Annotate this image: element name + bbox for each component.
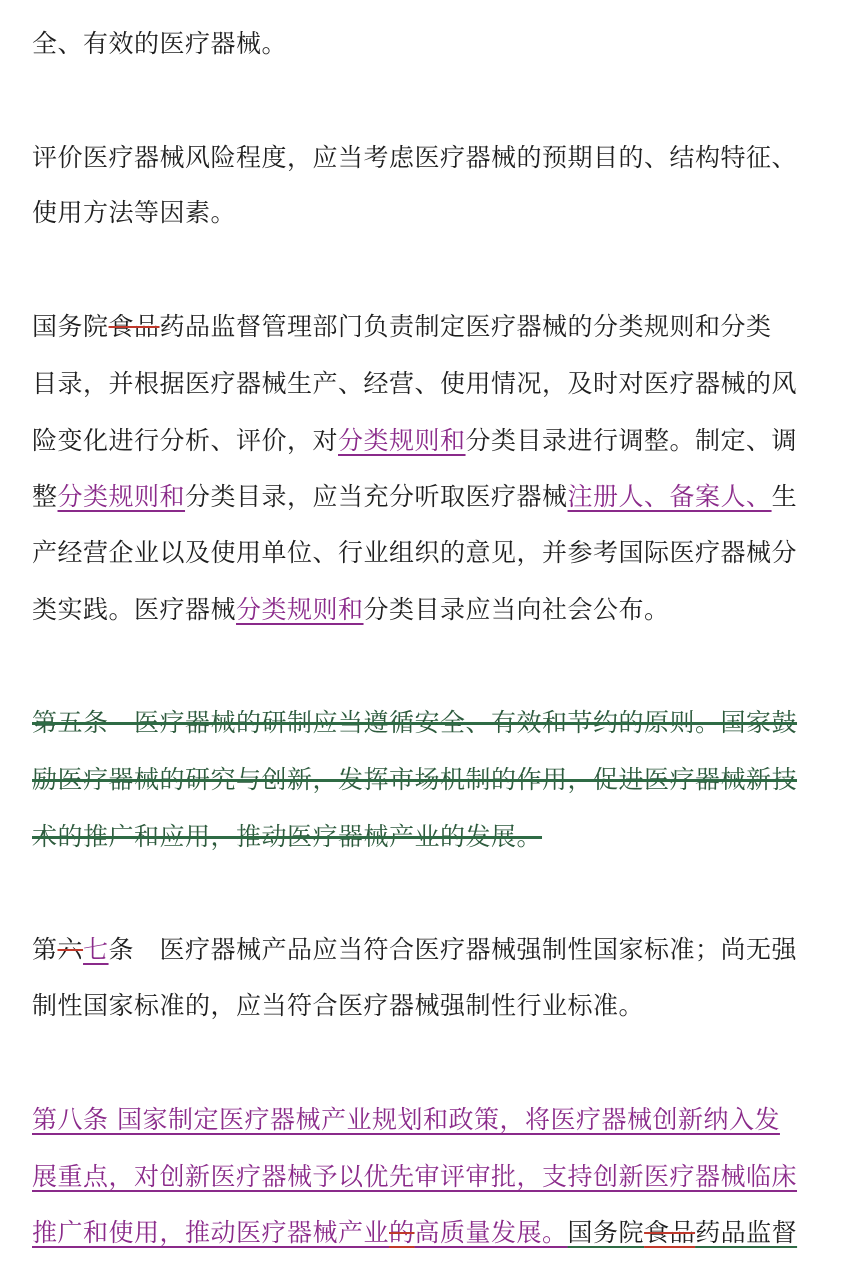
text-run: 分类目录应当向社会公布。 [363,595,670,624]
inserted-text: 药品监督 [695,1218,798,1247]
paragraph-6-line-1 [32,1102,780,1138]
paragraph-3-line-2 [32,366,797,402]
paragraph-3-line-3 [32,423,797,459]
inserted-text: 分类规则和 [338,426,466,455]
paragraph-4-line-2 [32,762,797,798]
paragraph-3-line-6 [32,592,670,628]
paragraph-4-line-1 [32,705,797,741]
paragraph-3-line-1 [32,309,772,345]
text-run: 分类目录，应当充分听取医疗器械 [185,482,568,511]
inserted-text: 展重点，对创新医疗器械予以优先审评审批，支持创新医疗器械临床 [32,1162,798,1191]
inserted-text: 七 [83,935,109,964]
text-run: 全、有效的医疗器械。 [32,29,288,58]
inserted-text: 分类规则和 [236,595,364,624]
paragraph-6-line-3 [32,1215,797,1251]
deleted-text: 六 [57,935,84,964]
inserted-text: 推广和使用，推动医疗器械产业 [32,1218,390,1247]
paragraph-3-line-4 [32,479,797,515]
text-run: 使用方法等因素。 [32,198,237,227]
deleted-text: 励医疗器械的研究与创新，发挥市场机制的作用，促进医疗器械新技 [32,765,798,794]
text-run: 险变化进行分析、评价，对 [32,426,339,455]
text-run: 药品监督管理部门负责制定医疗器械的分类规则和分类 [159,312,772,341]
inserted-text: 国务院 [567,1218,645,1247]
paragraph-5-line-2 [32,988,644,1024]
text-run: 国务院 [32,312,109,341]
deleted-text: 食品 [644,1218,696,1247]
inserted-text: 注册人、备案人、 [567,482,772,511]
inserted-text: 分类规则和 [57,482,186,511]
text-run: 目录，并根据医疗器械生产、经营、使用情况，及时对医疗器械的风 [32,369,798,398]
deleted-text: 的 [389,1218,415,1247]
text-run: 产经营企业以及使用单位、行业组织的意见，并参考国际医疗器械分 [32,538,798,567]
deleted-text: 术的推广和应用，推动医疗器械产业的发展。 [32,822,543,851]
inserted-text: 第八条 国家制定医疗器械产业规划和政策，将医疗器械创新纳入发 [32,1105,780,1134]
paragraph-5-line-1 [32,932,797,968]
paragraph-2-line-2 [32,195,236,231]
paragraph-4-line-3 [32,819,542,855]
text-run: 评价医疗器械风险程度，应当考虑医疗器械的预期目的、结构特征、 [32,143,798,172]
text-run: 类实践。医疗器械 [32,595,237,624]
text-run: 第 [32,935,58,964]
text-run: 整 [32,482,58,511]
paragraph-1-line-1 [32,26,287,62]
text-run: 分类目录进行调整。制定、调 [465,426,798,455]
text-run: 生 [771,482,798,511]
text-run: 制性国家标准的，应当符合医疗器械强制性行业标准。 [32,991,645,1020]
text-run: 条 医疗器械产品应当符合医疗器械强制性国家标准；尚无强 [108,935,798,964]
paragraph-2-line-1 [32,140,797,176]
paragraph-3-line-5 [32,535,797,571]
paragraph-6-line-2 [32,1159,797,1195]
inserted-text: 高质量发展。 [414,1218,568,1247]
deleted-text: 食品 [108,312,160,341]
deleted-text: 第五条 医疗器械的研制应当遵循安全、有效和节约的原则。国家鼓 [32,708,798,737]
